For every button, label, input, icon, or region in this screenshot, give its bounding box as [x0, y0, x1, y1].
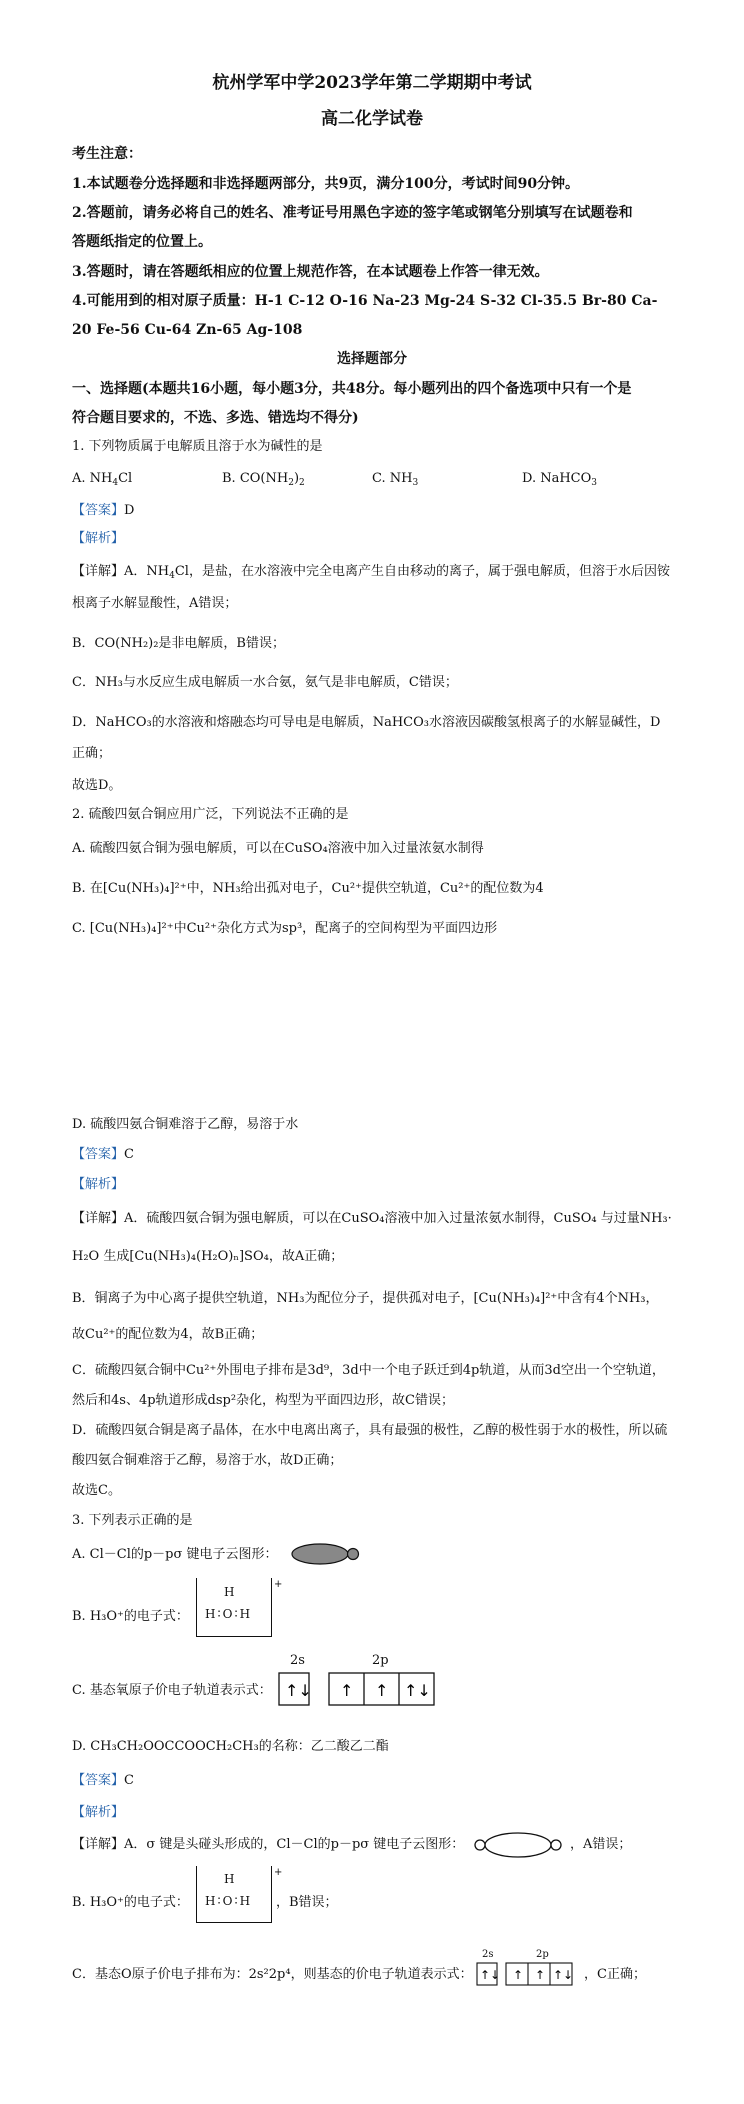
- analysis-label: 【解析】: [72, 1805, 125, 1820]
- option-b: B. 在[Cu(NH₃)₄]²⁺中，NH₃给出孤对电子，Cu²⁺提供空轨道，Cu²⁺的配位数为4: [72, 881, 544, 896]
- orbital-diagram-small-icon: [476, 1962, 580, 1988]
- orbital-2p-label: 2p: [372, 1653, 389, 1668]
- detail-line: 【详解】A．硫酸四氨合铜为强电解质，可以在CuSO₄溶液中加入过量浓氨水制得，CuSO₄ 与过量NH₃·: [72, 1211, 672, 1226]
- answer-line: 【答案】D: [72, 503, 135, 518]
- answer-line: 【答案】C: [72, 1147, 134, 1162]
- detail-line: C．基态O原子价电子排布为：2s²2p⁴，则基态的价电子轨道表示式：: [72, 1967, 473, 1982]
- svg-text:↑: ↑: [535, 1968, 546, 1982]
- orbital-2s-label: 2s: [482, 1949, 494, 1960]
- electron-formula-row: H∶O∶H: [205, 1894, 253, 1908]
- electron-formula-row: H∶O∶H: [205, 1607, 253, 1621]
- detail-line: 【详解】A．$NH_4Cl$，是盐，在水溶液中完全电离产生自由移动的离子，属于强电解质，但溶于水后因铵: [72, 564, 670, 581]
- option-a: A. 硫酸四氨合铜为强电解质，可以在CuSO₄溶液中加入过量浓氨水制得: [72, 841, 484, 856]
- detail-line: B. H₃O⁺的电子式：: [72, 1895, 189, 1910]
- conclusion: 故选C。: [72, 1483, 121, 1498]
- detail-line: D．NaHCO₃的水溶液和熔融态均可导电是电解质，NaHCO₃水溶液因碳酸氢根离子的水解显碱性，D: [72, 715, 661, 730]
- electron-h-top: H: [224, 1872, 235, 1886]
- option-c: C. 基态氧原子价电子轨道表示式：: [72, 1683, 272, 1698]
- svg-text:↑↓: ↑↓: [404, 1681, 431, 1700]
- orbital-diagram-icon: [278, 1672, 448, 1708]
- notice-item: 3.答题时，请在答题纸相应的位置上规范作答，在本试题卷上作答一律无效。: [72, 264, 549, 280]
- detail-line: 然后和4s、4p轨道形成dsp²杂化，构型为平面四边形，故C错误；: [72, 1393, 455, 1408]
- detail-line: 正确；: [72, 746, 112, 761]
- option-a: A. $NH_4Cl$: [72, 471, 133, 488]
- notice-item: 20 Fe-56 Cu-64 Zn-65 Ag-108: [72, 322, 303, 338]
- electron-h-top: H: [224, 1585, 235, 1599]
- conclusion: 故选D。: [72, 778, 122, 793]
- question-stem: 1. 下列物质属于电解质且溶于水为碱性的是: [72, 439, 323, 454]
- detail-line-end: ，C正确；: [584, 1967, 646, 1982]
- notice-heading: 考生注意：: [72, 146, 142, 162]
- detail-line: D．硫酸四氨合铜是离子晶体，在水中电离出离子，具有最强的极性，乙醇的极性弱于水的极性，所以硫: [72, 1423, 668, 1438]
- detail-line: B．CO(NH₂)₂是非电解质，B错误；: [72, 636, 285, 651]
- sigma-bond-cloud-filled-icon: [290, 1543, 360, 1565]
- detail-line-end: ，B错误；: [276, 1895, 338, 1910]
- question-stem: 2. 硫酸四氨合铜应用广泛，下列说法不正确的是: [72, 807, 349, 822]
- option-b: B. $CO(NH_2)_2$: [222, 471, 305, 488]
- analysis-label: 【解析】: [72, 531, 125, 546]
- svg-text:↑↓: ↑↓: [553, 1968, 574, 1982]
- detail-line: B．铜离子为中心离子提供空轨道，NH₃为配位分子，提供孤对电子，[Cu(NH₃)₄]²⁺中含有4个NH₃，: [72, 1291, 659, 1306]
- notice-item: 答题纸指定的位置上。: [72, 234, 212, 250]
- option-c: C. [Cu(NH₃)₄]²⁺中Cu²⁺杂化方式为sp³，配离子的空间构型为平面四边形: [72, 921, 498, 936]
- detail-line: C．硫酸四氨合铜中Cu²⁺外围电子排布是3d⁹，3d中一个电子跃迁到4p轨道，从而3d空出一个空轨道，: [72, 1363, 665, 1378]
- charge-sign: +: [274, 1579, 283, 1590]
- question-stem: 3. 下列表示正确的是: [72, 1513, 193, 1528]
- section-intro: 符合题目要求的，不选、多选、错选均不得分): [72, 410, 359, 426]
- option-c: C. $NH_3$: [372, 471, 419, 488]
- detail-line: 根离子水解显酸性，A错误；: [72, 596, 238, 611]
- sigma-bond-cloud-outline-icon: [472, 1830, 564, 1860]
- svg-text:↑: ↑: [375, 1681, 389, 1700]
- exam-title: 杭州学军中学2023学年第二学期期中考试: [212, 73, 532, 93]
- notice-item: 2.答题前，请务必将自己的姓名、准考证号用黑色字迹的签字笔或钢笔分别填写在试题卷和: [72, 205, 633, 221]
- orbital-2s-label: 2s: [290, 1653, 305, 1668]
- section-name: 选择题部分: [337, 351, 407, 367]
- detail-line: C．NH₃与水反应生成电解质一水合氨，氨气是非电解质，C错误；: [72, 675, 458, 690]
- charge-sign: +: [274, 1867, 283, 1878]
- section-intro: 一、选择题(本题共16小题，每小题3分，共48分。每小题列出的四个备选项中只有一个是: [72, 381, 632, 397]
- detail-line: H₂O 生成[Cu(NH₃)₄(H₂O)ₙ]SO₄，故A正确；: [72, 1249, 344, 1264]
- svg-text:↑: ↑: [513, 1968, 524, 1982]
- svg-text:↑: ↑: [340, 1681, 354, 1700]
- option-d: D. CH₃CH₂OOCCOOCH₂CH₃的名称：乙二酸乙二酯: [72, 1739, 389, 1754]
- detail-line: 酸四氨合铜难溶于乙醇，易溶于水，故D正确；: [72, 1453, 343, 1468]
- orbital-2p-label: 2p: [536, 1949, 549, 1960]
- svg-text:↑↓: ↑↓: [285, 1681, 312, 1700]
- detail-line-end: ，A错误；: [570, 1837, 632, 1852]
- answer-line: 【答案】C: [72, 1773, 134, 1788]
- analysis-label: 【解析】: [72, 1177, 125, 1192]
- svg-text:↑↓: ↑↓: [480, 1968, 501, 1982]
- notice-item: 4.可能用到的相对原子质量：H-1 C-12 O-16 Na-23 Mg-24 S-32 Cl-35.5 Br-80 Ca-: [72, 293, 658, 309]
- option-a: A. Cl－Cl的p－pσ 键电子云图形：: [72, 1547, 278, 1562]
- option-b: B. H₃O⁺的电子式：: [72, 1609, 189, 1624]
- notice-item: 1.本试题卷分选择题和非选择题两部分，共9页，满分100分，考试时间90分钟。: [72, 176, 580, 192]
- detail-line: 【详解】A．σ 键是头碰头形成的，Cl－Cl的p－pσ 键电子云图形：: [72, 1837, 465, 1852]
- option-d: D. 硫酸四氨合铜难溶于乙醇，易溶于水: [72, 1117, 299, 1132]
- detail-line: 故Cu²⁺的配位数为4，故B正确；: [72, 1327, 264, 1342]
- option-d: D. NaHCO$_3$: [522, 471, 598, 488]
- exam-subtitle: 高二化学试卷: [321, 109, 423, 129]
